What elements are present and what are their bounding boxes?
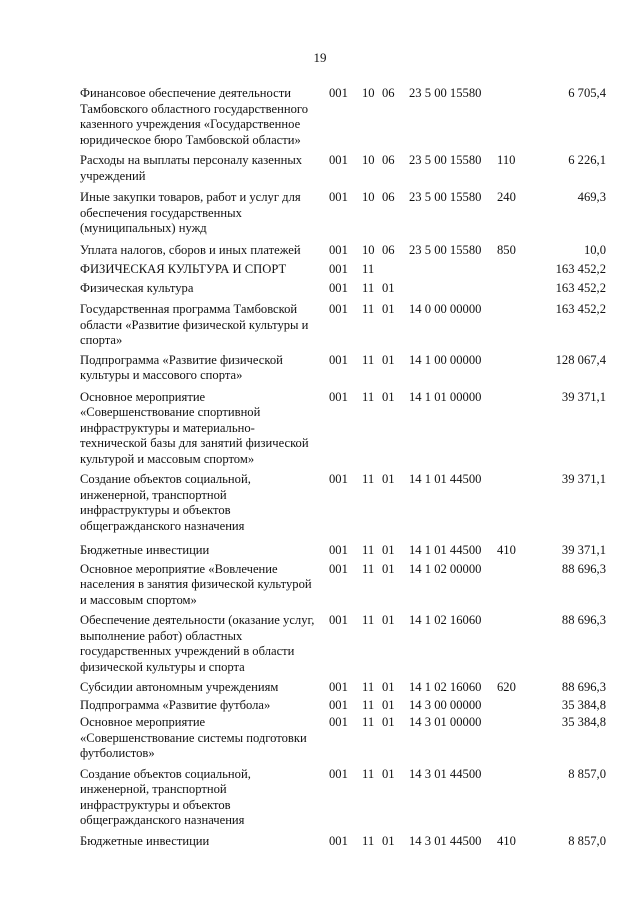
subsection-code: 06 — [382, 86, 395, 100]
amount: 163 452,2 — [555, 280, 606, 295]
row-name: Бюджетные инвестиции — [80, 833, 210, 848]
section-code: 11 — [362, 472, 375, 486]
subsection-code: 01 — [382, 280, 395, 295]
table-row — [80, 698, 606, 714]
target-article-code: 23 5 00 15580 — [409, 242, 482, 257]
target-article-code: 14 1 01 00000 — [409, 389, 482, 404]
amount: 88 696,3 — [561, 561, 606, 576]
table-row — [80, 562, 606, 609]
section-code: 11 — [362, 352, 375, 367]
target-article-code: 14 0 00 00000 — [409, 302, 482, 316]
expense-type-code: 410 — [497, 543, 516, 557]
ministry-code: 001 — [329, 472, 348, 486]
section-code: 11 — [362, 262, 375, 276]
section-code: 10 — [362, 86, 375, 100]
ministry-code: 001 — [329, 86, 348, 100]
subsection-code: 01 — [382, 715, 395, 729]
table-row — [80, 262, 606, 278]
target-article-code: 23 5 00 15580 — [409, 86, 482, 100]
subsection-code: 06 — [382, 190, 395, 204]
ministry-code: 001 — [329, 153, 348, 167]
section-code: 11 — [362, 561, 375, 576]
amount: 88 696,3 — [561, 680, 606, 694]
section-code: 11 — [362, 543, 375, 557]
section-code: 11 — [362, 302, 375, 316]
target-article-code: 14 1 02 00000 — [409, 561, 482, 576]
amount: 35 384,8 — [561, 697, 606, 712]
row-name: Подпрограмма «Развитие футбола» — [80, 697, 271, 712]
section-code: 11 — [362, 280, 375, 295]
table-row — [80, 190, 606, 237]
target-article-code: 23 5 00 15580 — [409, 190, 482, 204]
subsection-code: 01 — [382, 833, 395, 848]
subsection-code: 01 — [382, 543, 395, 557]
table-row — [80, 767, 606, 829]
section-code: 11 — [362, 389, 375, 404]
section-code: 11 — [362, 697, 375, 712]
ministry-code: 001 — [329, 697, 348, 712]
amount: 163 452,2 — [555, 302, 606, 316]
amount: 10,0 — [583, 242, 606, 257]
page-number: 19 — [313, 50, 327, 65]
row-name: ФИЗИЧЕСКАЯ КУЛЬТУРА И СПОРТ — [80, 262, 287, 276]
table-row — [80, 390, 606, 468]
row-name: Обеспечение деятельности (оказание услуг, выполнение работ) областных государственных учреждений в области физической культуры и спорта — [80, 613, 315, 674]
ministry-code: 001 — [329, 715, 348, 729]
ministry-code: 001 — [329, 242, 348, 257]
row-name: Создание объектов социальной, инженерной, транспортной инфраструктуры и объектов общегражданского назначения — [80, 766, 251, 827]
amount: 128 067,4 — [555, 352, 606, 367]
subsection-code: 01 — [382, 680, 395, 694]
amount: 39 371,1 — [561, 472, 606, 486]
section-code: 11 — [362, 680, 375, 694]
ministry-code: 001 — [329, 302, 348, 316]
amount: 469,3 — [577, 190, 606, 204]
section-code: 10 — [362, 242, 375, 257]
row-name: Физическая культура — [80, 280, 194, 295]
expense-type-code: 410 — [497, 833, 516, 848]
subsection-code: 01 — [382, 472, 395, 486]
target-article-code: 14 3 00 00000 — [409, 697, 482, 712]
table-row — [80, 86, 606, 148]
row-name: Подпрограмма «Развитие физической культуры и массового спорта» — [80, 352, 283, 382]
row-name: Финансовое обеспечение деятельности Тамбовского областного государственного казенного учреждения «Государственное юридическое бюро Тамбовской области» — [80, 86, 309, 147]
amount: 6 226,1 — [568, 153, 606, 167]
target-article-code: 14 1 00 00000 — [409, 352, 482, 367]
amount: 163 452,2 — [555, 262, 606, 276]
ministry-code: 001 — [329, 389, 348, 404]
row-name: Иные закупки товаров, работ и услуг для обеспечения государственных (муниципальных) нужд — [80, 190, 301, 235]
amount: 39 371,1 — [561, 543, 606, 557]
ministry-code: 001 — [329, 262, 348, 276]
section-code: 11 — [362, 715, 375, 729]
target-article-code: 14 1 01 44500 — [409, 543, 482, 557]
target-article-code: 14 3 01 44500 — [409, 766, 482, 781]
table-row — [80, 243, 606, 259]
table-row — [80, 472, 606, 534]
row-name: Создание объектов социальной, инженерной, транспортной инфраструктуры и объектов общегражданского назначения — [80, 472, 251, 533]
section-code: 11 — [362, 766, 375, 781]
amount: 8 857,0 — [568, 833, 606, 848]
ministry-code: 001 — [329, 280, 348, 295]
table-row — [80, 353, 606, 384]
ministry-code: 001 — [329, 543, 348, 557]
row-name: Бюджетные инвестиции — [80, 543, 210, 557]
table-row — [80, 281, 606, 297]
subsection-code: 06 — [382, 242, 395, 257]
amount: 35 384,8 — [561, 715, 606, 729]
subsection-code: 01 — [382, 302, 395, 316]
ministry-code: 001 — [329, 352, 348, 367]
amount: 88 696,3 — [561, 613, 606, 627]
row-name: Субсидии автономным учреждениям — [80, 680, 279, 694]
row-name: Расходы на выплаты персоналу казенных учреждений — [80, 153, 303, 183]
ministry-code: 001 — [329, 766, 348, 781]
target-article-code: 14 1 02 16060 — [409, 680, 482, 694]
ministry-code: 001 — [329, 190, 348, 204]
table-row — [80, 543, 606, 559]
expense-type-code: 850 — [497, 242, 516, 257]
row-name: Основное мероприятие «Совершенствование спортивной инфраструктуры и материально-технической базы для занятий физической культурой и массовым спортом» — [80, 389, 309, 466]
subsection-code: 01 — [382, 766, 395, 781]
amount: 8 857,0 — [568, 766, 606, 781]
ministry-code: 001 — [329, 561, 348, 576]
expense-type-code: 240 — [497, 190, 516, 204]
row-name: Основное мероприятие «Совершенствование системы подготовки футболистов» — [80, 715, 307, 760]
subsection-code: 06 — [382, 153, 395, 167]
ministry-code: 001 — [329, 680, 348, 694]
ministry-code: 001 — [329, 833, 348, 848]
row-name: Уплата налогов, сборов и иных платежей — [80, 242, 301, 257]
expense-type-code: 620 — [497, 680, 516, 694]
subsection-code: 01 — [382, 561, 395, 576]
ministry-code: 001 — [329, 613, 348, 627]
section-code: 11 — [362, 833, 375, 848]
table-row — [80, 613, 606, 675]
row-name: Основное мероприятие «Вовлечение населения в занятия физической культурой и массовым спортом» — [80, 561, 312, 607]
section-code: 10 — [362, 190, 375, 204]
amount: 6 705,4 — [568, 86, 606, 100]
target-article-code: 14 1 02 16060 — [409, 613, 482, 627]
target-article-code: 14 3 01 44500 — [409, 833, 482, 848]
table-row — [80, 715, 606, 762]
section-code: 11 — [362, 613, 375, 627]
table-row — [80, 680, 606, 696]
expense-type-code: 110 — [497, 153, 516, 167]
subsection-code: 01 — [382, 389, 395, 404]
subsection-code: 01 — [382, 352, 395, 367]
target-article-code: 23 5 00 15580 — [409, 153, 482, 167]
row-name: Государственная программа Тамбовской области «Развитие физической культуры и спорта» — [80, 302, 309, 347]
amount: 39 371,1 — [561, 389, 606, 404]
target-article-code: 14 1 01 44500 — [409, 472, 482, 486]
subsection-code: 01 — [382, 613, 395, 627]
budget-table — [80, 86, 606, 849]
section-code: 10 — [362, 153, 375, 167]
target-article-code: 14 3 01 00000 — [409, 715, 482, 729]
subsection-code: 01 — [382, 697, 395, 712]
table-row — [80, 834, 606, 850]
table-row — [80, 302, 606, 349]
table-row — [80, 153, 606, 184]
